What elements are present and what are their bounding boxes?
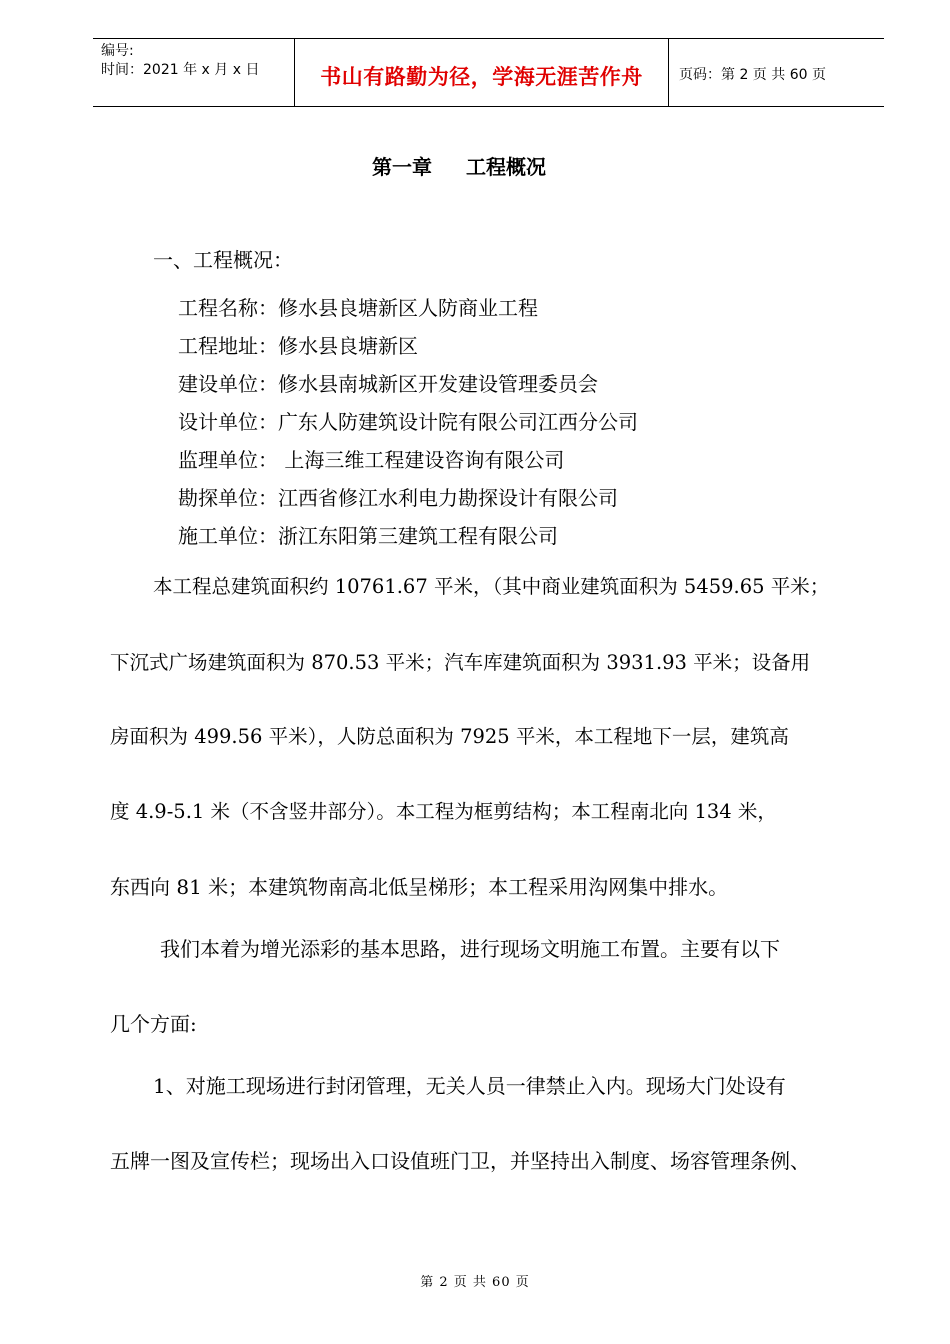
info-value: 广东人防建筑设计院有限公司江西分公司 — [278, 410, 638, 434]
paragraph-line: 五牌一图及宣传栏；现场出入口设值班门卫，并坚持出入制度、场容管理条例、 — [110, 1149, 810, 1173]
header-motto: 书山有路勤为径，学海无涯苦作舟 — [320, 65, 643, 89]
page-header — [93, 38, 884, 107]
paragraph-line: 我们本着为增光添彩的基本思路，进行现场文明施工布置。主要有以下 — [160, 937, 780, 961]
info-row — [178, 292, 538, 321]
serial-label: 编号: — [101, 43, 134, 59]
info-row — [178, 330, 418, 359]
info-value: 修水县良塘新区人防商业工程 — [278, 296, 538, 320]
chapter-name: 工程概况 — [466, 155, 546, 179]
header-meta — [101, 42, 259, 80]
info-value: 修水县南城新区开发建设管理委员会 — [278, 372, 598, 396]
info-value: 江西省修江水利电力勘探设计有限公司 — [278, 486, 618, 510]
header-divider — [668, 39, 669, 106]
header-page-number: 页码：第 2 页 共 60 页 — [679, 67, 826, 83]
info-row — [178, 520, 558, 549]
info-value: 浙江东阳第三建筑工程有限公司 — [278, 524, 558, 548]
paragraph-line: 度 4.9-5.1 米（不含竖井部分）。本工程为框剪结构；本工程南北向 134 米， — [110, 800, 777, 823]
info-row — [178, 444, 564, 473]
page-footer: 第 2 页 共 60 页 — [420, 1275, 530, 1290]
info-key: 建设单位： — [178, 372, 278, 396]
info-key: 工程地址： — [178, 334, 278, 358]
info-row — [178, 368, 598, 397]
paragraph-line: 房面积为 499.56 平米），人防总面积为 7925 平米，本工程地下一层，建筑高 — [110, 725, 789, 748]
paragraph-line: 几个方面: — [110, 1012, 197, 1036]
info-key: 施工单位： — [178, 524, 278, 548]
info-row — [178, 406, 638, 435]
section-heading: 一、工程概况： — [153, 248, 293, 272]
time-label: 时间：2021 年 x 月 x 日 — [101, 62, 260, 78]
paragraph-line: 下沉式广场建筑面积为 870.53 平米；汽车库建筑面积为 3931.93 平米；设备用 — [110, 651, 811, 674]
info-value: 上海三维工程建设咨询有限公司 — [278, 448, 565, 472]
chapter-title — [0, 151, 918, 180]
info-key: 设计单位： — [178, 410, 278, 434]
info-key: 勘探单位： — [178, 486, 278, 510]
paragraph-line: 东西向 81 米；本建筑物南高北低呈梯形；本工程采用沟网集中排水。 — [110, 875, 729, 899]
paragraph-line: 本工程总建筑面积约 10761.67 平米，（其中商业建筑面积为 5459.65 平米； — [153, 575, 830, 598]
info-key: 监理单位： — [178, 448, 278, 472]
info-row — [178, 482, 618, 511]
paragraph-line: 1、对施工现场进行封闭管理，无关人员一律禁止入内。现场大门处设有 — [153, 1074, 786, 1098]
chapter-number: 第一章 — [372, 155, 432, 179]
info-key: 工程名称： — [178, 296, 278, 320]
info-value: 修水县良塘新区 — [278, 334, 418, 358]
